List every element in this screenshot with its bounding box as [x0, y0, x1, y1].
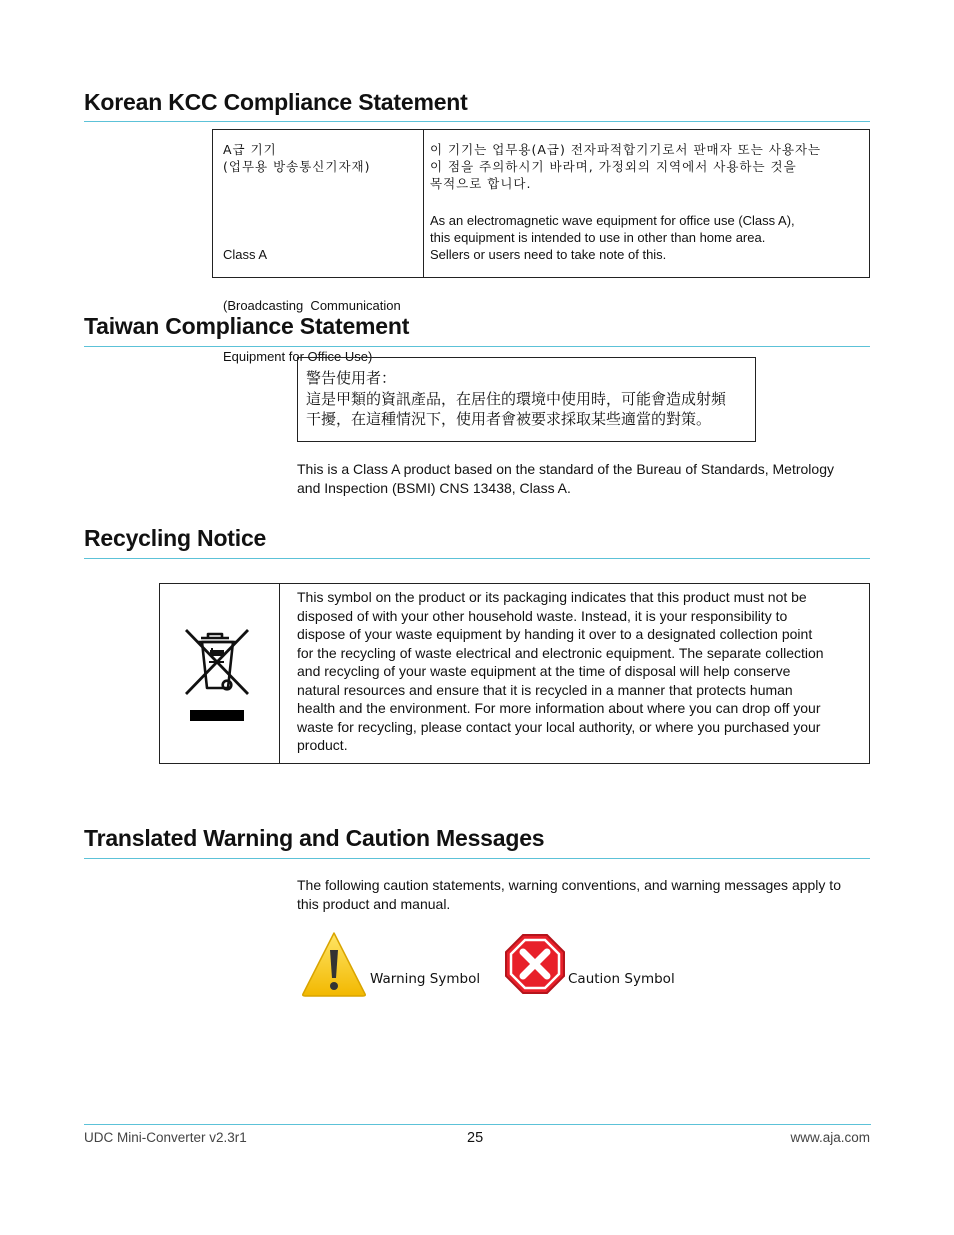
caution-symbol-label: Caution Symbol [568, 971, 675, 987]
paragraph-line: This symbol on the product or its packaging indicates that this product must not be [297, 589, 807, 605]
table-cell-line: 이 기기는 업무용(A급) 전자파적합기기로서 판매자 또는 사용자는 [430, 142, 822, 157]
footer-page-number: 25 [467, 1130, 484, 1146]
section-divider [84, 121, 870, 122]
warning-line: 警告使用者： [306, 369, 397, 387]
table-cell-line: As an electromagnetic wave equipment for office use (Class A), [430, 213, 795, 228]
section-title-translated: Translated Warning and Caution Messages [84, 825, 545, 851]
section-title-korean: Korean KCC Compliance Statement [84, 89, 468, 115]
korean-left-korean [223, 141, 423, 175]
paragraph-line: health and the environment. For more information about where you can drop off your [297, 700, 821, 716]
table-column-divider [423, 130, 424, 277]
paragraph-line: This is a Class A product based on the standard of the Bureau of Standards, Metrology [297, 461, 834, 477]
table-cell-line: (Broadcasting Communication [223, 298, 401, 313]
table-cell-line: 이 점을 주의하시기 바라며, 가정외의 지역에서 사용하는 것을 [430, 159, 797, 174]
warning-triangle-icon [300, 930, 368, 998]
footer-divider [84, 1124, 871, 1125]
paragraph-line: dispose of your waste equipment by handing it over to a designated collection point [297, 626, 813, 642]
paragraph-line: for the recycling of waste electrical and electronic equipment. The separate collection [297, 644, 824, 661]
table-column-divider [279, 584, 280, 763]
table-cell-line: (업무용 방송통신기자재) [223, 159, 371, 174]
paragraph-line: this product and manual. [297, 895, 451, 912]
korean-right-korean [430, 141, 866, 192]
table-cell-line: A급 기기 [223, 142, 277, 157]
translated-paragraph [297, 876, 867, 913]
paragraph-line: and recycling of your waste equipment at the time of disposal will help conserve [297, 663, 791, 679]
table-cell-line: 목적으로 합니다. [430, 176, 532, 191]
caution-octagon-icon [504, 933, 566, 995]
warning-line: 干擾，在這種情況下，使用者會被要求採取某些適當的對策。 [306, 410, 712, 428]
section-title-taiwan: Taiwan Compliance Statement [84, 313, 410, 339]
korean-right-english [430, 212, 866, 263]
paragraph-line: The following caution statements, warning conventions, and warning messages apply to [297, 877, 841, 893]
table-cell-line: Sellers or users need to take note of this. [430, 247, 667, 262]
warning-line: 這是甲類的資訊產品，在居住的環境中使用時，可能會造成射頻 [306, 389, 727, 408]
section-divider [84, 346, 870, 347]
section-divider [84, 558, 870, 559]
paragraph-line: waste for recycling, please contact your local authority, or where you purchased your [297, 718, 821, 735]
paragraph-line: natural resources and ensure that it is recycled in a manner that protects human [297, 681, 793, 698]
recycling-paragraph [297, 588, 863, 755]
paragraph-line: disposed of with your other household waste. Instead, it is your responsibility to [297, 607, 788, 624]
paragraph-line: product. [297, 737, 348, 753]
crossed-out-wheelie-bin-icon [180, 626, 252, 724]
table-cell-line: Equipment for Office Use) [223, 349, 373, 364]
taiwan-paragraph [297, 460, 867, 497]
section-title-recycling: Recycling Notice [84, 525, 267, 551]
footer-document-title: UDC Mini-Converter v2.3r1 [84, 1130, 247, 1145]
warning-symbol-label: Warning Symbol [370, 971, 481, 987]
table-cell-line: Class A [223, 247, 268, 262]
taiwan-warning-text [306, 368, 752, 430]
paragraph-line: and Inspection (BSMI) CNS 13438, Class A. [297, 479, 571, 496]
section-divider [84, 858, 870, 859]
footer-website: www.aja.com [790, 1130, 870, 1145]
table-cell-line: this equipment is intended to use in other than home area. [430, 230, 766, 245]
